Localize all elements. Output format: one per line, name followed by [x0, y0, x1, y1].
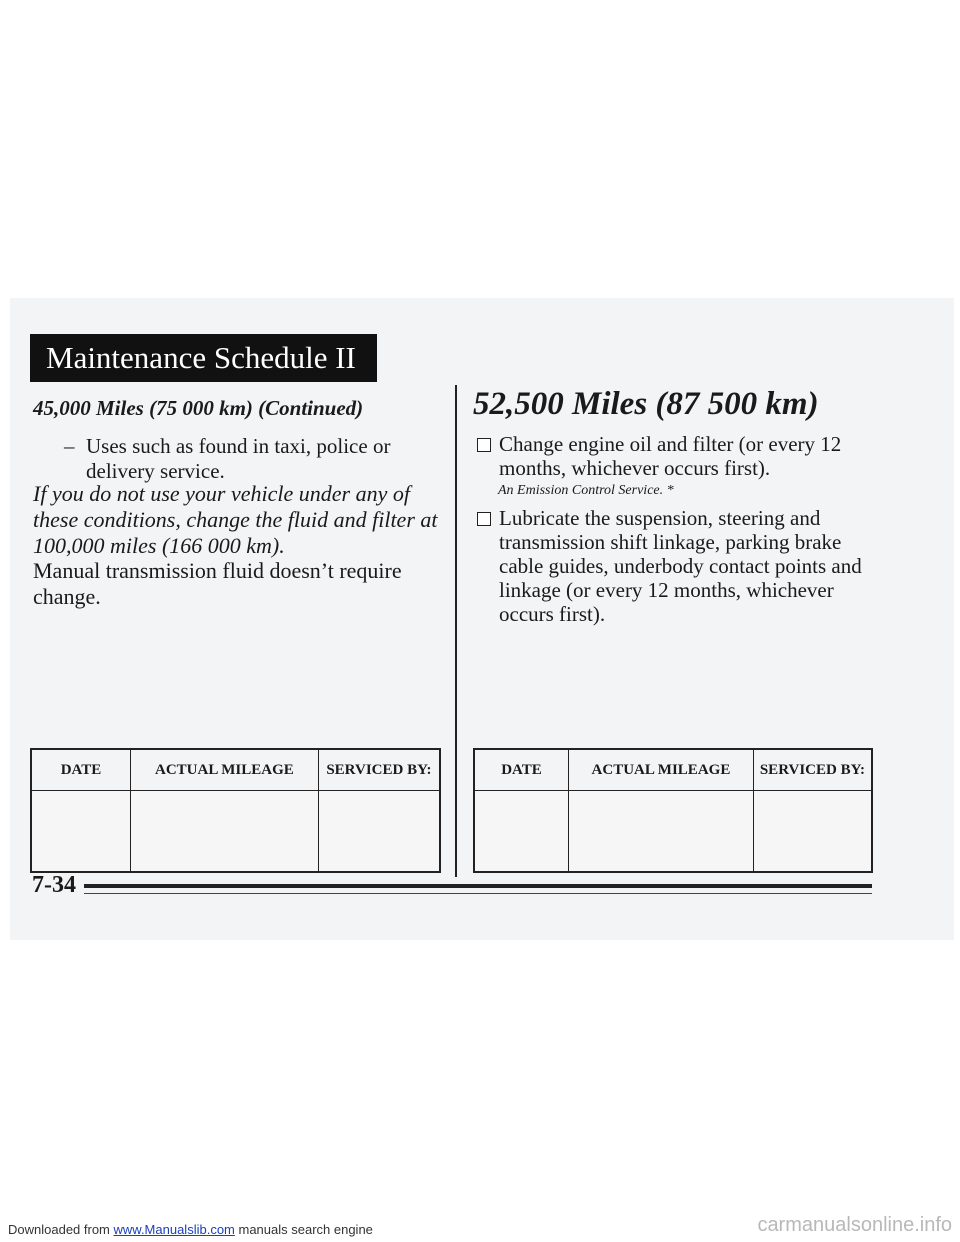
download-suffix: manuals search engine	[234, 1222, 373, 1237]
table-header-row	[474, 749, 872, 791]
checklist-item	[475, 506, 875, 626]
manualslib-link[interactable]: www.Manualslib.com	[113, 1222, 235, 1237]
dash-icon: –	[64, 434, 75, 458]
table-header-row	[31, 749, 440, 791]
footer-rule-thin	[84, 893, 872, 894]
service-record-table-left	[30, 748, 441, 873]
mileage-cell	[568, 791, 753, 873]
checkbox-icon	[477, 438, 491, 452]
date-column-header: DATE	[474, 749, 568, 791]
right-section-heading: 52,500 Miles (87 500 km)	[473, 386, 819, 422]
dash-bullet-text: Uses such as found in taxi, police or delivery service.	[86, 434, 391, 483]
left-section-heading: 45,000 Miles (75 000 km) (Continued)	[33, 396, 364, 420]
serviced-by-column-header: SERVICED BY:	[318, 749, 440, 791]
conditions-note: If you do not use your vehicle under any of these conditions, change the fluid and filter at 100,000 miles (166 000 km).	[33, 481, 438, 558]
date-column-header: DATE	[31, 749, 130, 791]
table-row	[31, 791, 440, 873]
checkbox-icon	[477, 512, 491, 526]
table-row	[474, 791, 872, 873]
watermark: carmanualsonline.info	[757, 1214, 952, 1236]
date-cell	[474, 791, 568, 873]
emission-control-note: An Emission Control Service. *	[498, 483, 674, 498]
mileage-column-header: ACTUAL MILEAGE	[568, 749, 753, 791]
checklist-item-text: Change engine oil and filter (or every 12 months, whichever occurs first).	[499, 432, 842, 480]
serviced-by-cell	[318, 791, 440, 873]
footer-rule	[84, 884, 872, 888]
mileage-column-header: ACTUAL MILEAGE	[130, 749, 318, 791]
mileage-cell	[130, 791, 318, 873]
page-number: 7-34	[32, 872, 76, 898]
checklist-item-text: Lubricate the suspension, steering and transmission shift linkage, parking brake cable guides, underbody contact points and linkage (or every 12 months, whichever occurs first).	[499, 506, 862, 626]
serviced-by-cell	[753, 791, 872, 873]
manual-transmission-note: Manual transmission fluid doesn’t require change.	[33, 558, 402, 609]
section-title-banner: Maintenance Schedule II	[30, 334, 377, 382]
dash-bullet-item	[64, 434, 424, 484]
serviced-by-column-header: SERVICED BY:	[753, 749, 872, 791]
download-credit	[8, 1222, 373, 1237]
date-cell	[31, 791, 130, 873]
service-record-table-right	[473, 748, 873, 873]
column-divider	[455, 385, 457, 877]
checklist-item	[475, 432, 875, 480]
download-prefix: Downloaded from	[8, 1222, 114, 1237]
